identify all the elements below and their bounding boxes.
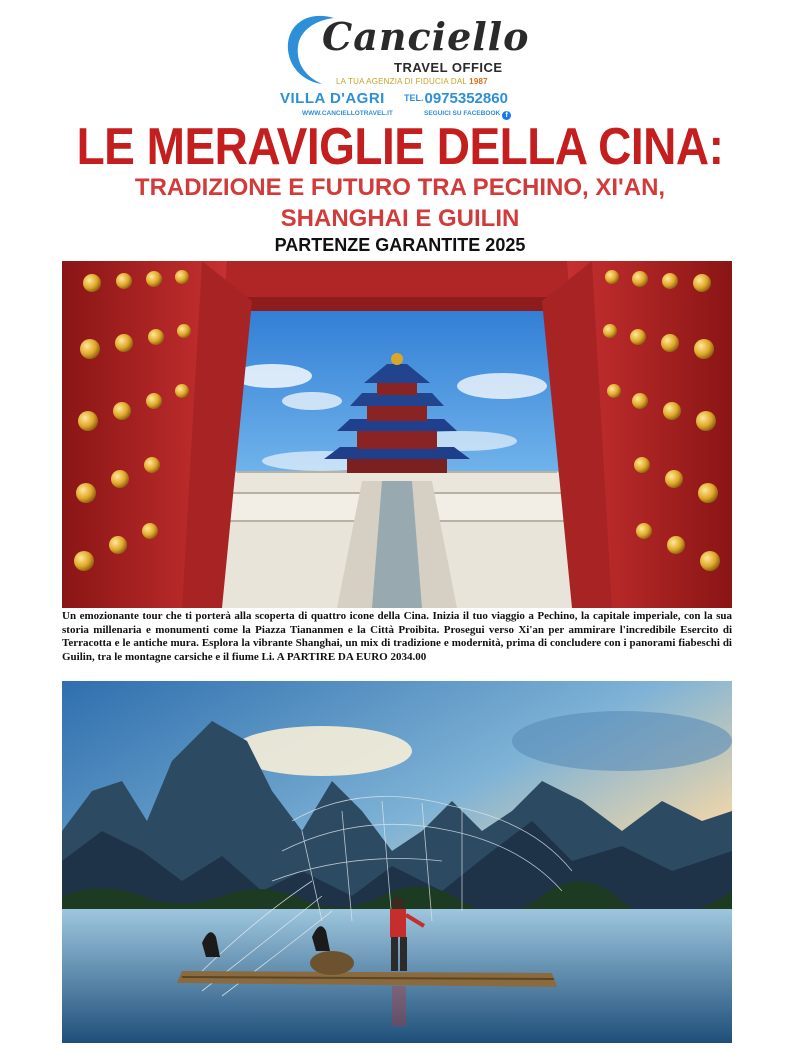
logo-phone (404, 90, 508, 107)
logo-facebook-text: SEGUICI SU FACEBOOK (424, 110, 501, 117)
logo-tagline-year: 1987 (469, 77, 488, 86)
tour-description: Un emozionante tour che ti porterà alla scoperta di quattro icone della Cina. Inizia il tuo viaggio a Pechino, la capitale imperiale, con la sua storia millenaria e monumenti come la Piazza Tiananmen e la Città Proibita. Prosegui verso Xi'an per ammirare l'incredibile Esercito di Terracotta e le antiche mura. Esplora la vibrante Shanghai, un mix di tradizione e modernità, prima di concludere con i panorami fiabeschi di Guilin, tra le montagne carsiche e il fiume Li. A PARTIRE DA EURO 2034.00 (62, 610, 732, 663)
subtitle-line-2: SHANGHAI E GUILIN (280, 205, 520, 232)
facebook-icon: f (502, 111, 511, 120)
subtitle-line-1: TRADIZIONE E FUTURO TRA PECHINO, XI'AN, (134, 174, 666, 201)
page-title: LE MERAVIGLIE DELLA CINA: (76, 117, 724, 176)
li-river-photo (62, 681, 732, 1043)
temple-photo (62, 261, 732, 608)
logo-phone-label: TEL. (404, 93, 424, 103)
logo-subtitle: TRAVEL OFFICE (394, 60, 503, 75)
agency-logo (276, 4, 532, 120)
logo-tagline-text: LA TUA AGENZIA DI FIDUCIA DAL (336, 77, 467, 86)
page-subtitle (0, 172, 800, 234)
logo-website: WWW.CANCIELLOTRAVEL.IT (302, 110, 393, 117)
logo-name: Canciello (322, 14, 530, 59)
departures-heading: PARTENZE GARANTITE 2025 (274, 235, 526, 255)
logo-city: VILLA D'AGRI (280, 90, 385, 107)
logo-phone-number: 0975352860 (424, 90, 508, 107)
logo-tagline (336, 77, 488, 86)
